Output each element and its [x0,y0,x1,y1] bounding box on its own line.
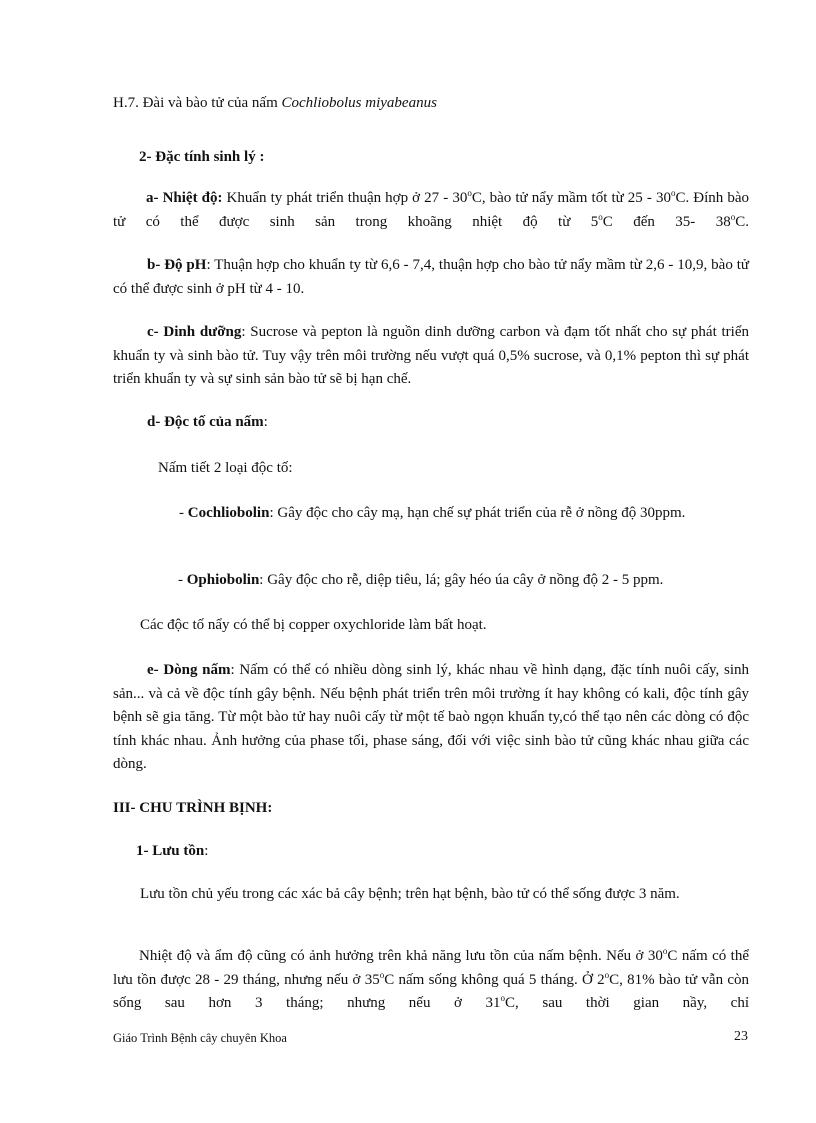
temp-text-5: C. [735,213,749,230]
toxin-item-text: : Gây độc cho cây mạ, hạn chế sự phát triển của rễ ở nồng độ 30ppm. [269,505,686,521]
toxin-note-text: Các độc tố nẩy có thể bị copper oxychloride làm bất hoạt. [140,617,487,633]
ph-label: b- Độ pH [147,257,207,273]
degree-sup: o [730,211,736,222]
section-3-heading [113,797,749,821]
toxin-colon: : [263,414,268,430]
survival-label: 1- Lưu tồn [136,843,205,859]
degree-sup: o [670,188,676,198]
degree-sup: o [604,969,610,980]
page-number: 23 [734,1029,748,1044]
temp-text-3: C. Đính bào tử có thể được sinh sản trong khoãng nhiệt độ từ 5 [113,190,750,230]
survival-text: Lưu tồn chủ yếu trong các xác bả cây bệnh; trên hạt bệnh, bào tử có thể sống được 3 năm. [140,886,680,902]
toxin-item-cochliobolin [113,502,749,526]
item-dash: - [179,505,188,521]
degree-sup: o [467,188,472,198]
survival-heading [136,840,772,864]
caption-species: Cochliobolus miyabeanus [281,95,437,111]
ph-paragraph [113,254,749,301]
ph-text: : Thuận hợp cho khuẩn ty từ 6,6 - 7,4, thuận hợp cho bào tử nẩy mầm từ 2,6 - 10,9, bào tử có thể được sinh ở pH từ 4 - 10. [113,257,749,297]
figure-caption [113,92,749,116]
strain-text: : Nấm có thể có nhiều dòng sinh lý, khác nhau về hình dạng, đặc tính nuôi cấy, sinh sản... và cả về độc tính gây bệnh. Nếu bệnh phát triển trên môi trường ít hay không có kali, độc tính gây bệnh sẽ gia tăng. Từ một bào tử hay nuôi cấy từ một tế baò ngọn khuẩn ty,có thể tạo nên các dòng có độc tính khác nhau. Ảnh hưởng của phase tối, phase sáng, đối với việc sinh bào tử cũng khác nhau giữa các dòng. [113,662,749,772]
heading-text: III- CHU TRÌNH BỊNH: [113,800,273,816]
heading-text: 2- Đặc tính sinh lý : [139,149,265,165]
temp-label: a- Nhiệt độ: [146,190,223,206]
nutrition-text: : Sucrose và pepton là nguồn dinh dưỡng carbon và đạm tốt nhất cho sự phát triển khuẩn ty và sinh bào tử. Tuy vậy trên môi trường nếu vượt quá 0,5% sucrose, và 0,1% pepton thì sự phát triển khuẩn ty và sự sinh sản bào tử sẽ bị hạn chế. [113,324,749,387]
toxin-heading [147,411,783,435]
survival-text-3: C nấm sống không quá 5 tháng. Ở 2 [384,971,605,988]
nutrition-label: c- Dinh dưỡng [147,324,242,340]
toxin-item-ophiobolin [178,569,749,593]
degree-sup: o [379,969,385,980]
survival-colon: : [204,843,209,859]
section-2-heading [139,146,775,170]
degree-sup: o [598,211,603,222]
degree-sup: o [662,946,668,956]
nutrition-paragraph [113,321,749,392]
survival-text-4: C, 81% bào tử vẫn còn sống sau hơn 3 tháng; nhưng nếu ở 31 [113,971,750,1011]
temp-text-1: Khuẩn ty phát triển thuận hợp ở 27 - 30 [222,190,468,206]
temperature-paragraph [113,187,749,234]
survival-text-1: Nhiệt độ và ẩm độ cũng có ảnh hưởng trên khả năng lưu tồn của nấm bệnh. Nếu ở 30 [139,948,663,964]
toxin-intro-text: Nấm tiết 2 loại độc tố: [158,460,293,476]
toxin-item-text: : Gây độc cho rễ, diệp tiêu, lá; gây héo úa cây ở nồng độ 2 - 5 ppm. [259,572,664,588]
toxin-note [140,614,749,638]
toxin-name: Ophiobolin [186,572,260,588]
survival-paragraph-2 [113,945,749,1016]
toxin-intro [158,457,794,481]
footer-title: Giáo Trình Bệnh cây chuyên Khoa [113,1031,287,1045]
item-dash: - [178,572,187,588]
caption-text: H.7. Đài và bào tử của nấm [113,95,282,111]
toxin-name: Cochliobolin [187,505,270,521]
temp-text-2: C, bào tử nẩy mầm tốt từ 25 - 30 [471,190,671,206]
strain-label: e- Dòng nấm [147,662,231,678]
temp-text-4: C đến 35- 38 [602,213,731,230]
degree-sup: o [500,993,506,1003]
strain-paragraph [113,659,749,777]
survival-text-2: C nấm có thể lưu tồn được 28 - 29 tháng, nhưng nếu ở 35 [113,948,749,988]
survival-paragraph-1 [113,883,749,907]
toxin-label: d- Độc tố của nấm [147,414,264,430]
survival-text-5: C, sau thời gian nầy, chỉ [505,995,749,1011]
